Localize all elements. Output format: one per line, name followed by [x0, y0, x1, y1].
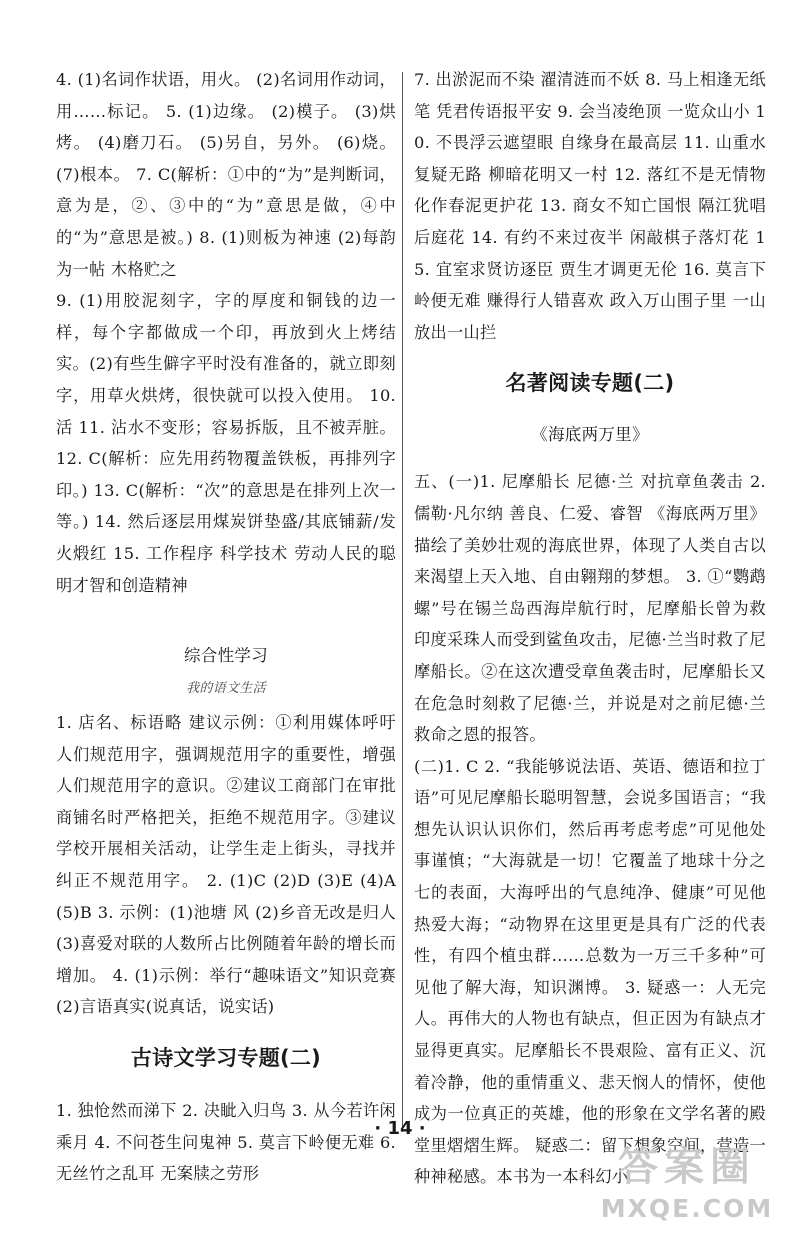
heading-classic-reading-topic: 名著阅读专题(二)	[505, 371, 675, 396]
answer-block-reading-part-one: 五、(一)1. 尼摩船长 尼德·兰 对抗章鱼袭击 2. 儒勒·凡尔纳 善良、仁爱、睿智 《海底两万里》描绘了美妙壮观的海底世界，体现了人类自古以来渴望上天入地、自由翱翔的梦想。 3. ①“鹦鹉螺”号在锡兰岛西海岸航行时，尼摩船长曾为救印度采珠人而受到鲨鱼攻击，尼德·兰当时救了尼摩船长。②在这次遭受章鱼袭击时，尼摩船长又在危急时刻救了尼德·兰，并说是对之前尼德·兰救命之恩的报答。	[414, 472, 766, 745]
section-title-comprehensive-study: 综合性学习	[184, 646, 268, 666]
answer-block-classical-chinese: 4. (1)名词作状语，用火。 (2)名词用作动词，用……标记。 5. (1)边缘。 (2)模子。 (3)烘烤。 (4)磨刀石。 (5)另自，另外。 (6)烧。 (7)根本。 7. C(解析：①中的“为”是判断词，意为是，②、③中的“为”意思是做，④中的“为”意思是被。) 8. (1)则板为神速 (2)每韵为一帖 木格贮之	[56, 70, 396, 279]
answer-block-comprehensive-study: 1. 店名、标语略 建议示例：①利用媒体呼吁人们规范用字，强调规范用字的重要性，增强人们规范用字的意识。②建议工商部门在审批商铺名时严格把关，拒绝不规范用字。③建议学校开展相关活动，让学生走上街头，寻找并纠正不规范用字。 2. (1)C (2)D (3)E (4)A (5)B 3. 示例：(1)池塘 风 (2)乡音无改是归人 (3)喜爱对联的人数所占比例随着年龄的增长而增加。 4. (1)示例：举行“趣味语文”知识竞赛 (2)言语真实(说真话，说实话)	[56, 713, 396, 1017]
book-title: 《海底两万里》	[531, 425, 649, 445]
site-watermark	[592, 1142, 782, 1224]
answer-block-ancient-poetry: 1. 独怆然而涕下 2. 决眦入归鸟 3. 从今若许闲乘月 4. 不问苍生问鬼神 5. 莫言下岭便无难 6. 无丝竹之乱耳 无案牍之劳形	[56, 1101, 396, 1184]
left-column	[56, 64, 396, 1190]
answer-block-movable-type: 9. (1)用胶泥刻字，字的厚度和铜钱的边一样，每个字都做成一个印，再放到火上烤结实。(2)有些生僻字平时没有准备的，就立即刻字，用草火烘烤，很快就可以投入使用。 10. 活 11. 沾水不变形；容易拆版，且不被弄脏。 12. C(解析：应先用药物覆盖铁板，再排列字印。) 13. C(解析：“次”的意思是在排列上次一等。) 14. 然后逐层用煤炭饼垫盛/其底铺薪/发火煅红 15. 工作程序 科学技术 劳动人民的聪明才智和创造精神	[56, 291, 396, 595]
watermark-logo: 答案圈	[618, 1144, 756, 1190]
page-number: · 14 ·	[374, 1118, 426, 1139]
answer-block-reading-part-two: (二)1. C 2. “我能够说法语、英语、德语和拉丁语”可见尼摩船长聪明智慧，会说多国语言；“我想先认识认识你们，然后再考虑考虑”可见他处事谨慎；“大海就是一切！它覆盖了地球十分之七的表面，大海呼出的气息纯净、健康”可见他热爱大海；“动物界在这里更是具有广泛的代表性，有四个植虫群……总数为一万三千多种”可见他了解大海，知识渊博。 3. 疑惑一：人无完人。再伟大的人物也有缺点，但正因为有缺点才显得更真实。尼摩船长不畏艰险、富有正义、沉着冷静，他的重情重义、悲天悯人的情怀，使他成为一位真正的英雄，他的形象在文学名著的殿堂里熠熠生辉。 疑惑二：留下想象空间，营造一种神秘感。本书为一本科幻小	[414, 756, 766, 1187]
right-column	[414, 64, 766, 1193]
section-subtitle-language-life: 我的语文生活	[186, 681, 266, 697]
answer-block-poetry-continued: 7. 出淤泥而不染 濯清涟而不妖 8. 马上相逢无纸笔 凭君传语报平安 9. 会当凌绝顶 一览众山小 10. 不畏浮云遮望眼 自缘身在最高层 11. 山重水复疑无路 柳暗花明又一村 12. 落红不是无情物 化作春泥更护花 13. 商女不知亡国恨 隔江犹唱后庭花 14. 有约不来过夜半 闲敲棋子落灯花 15. 宜室求贤访逐臣 贾生才调更无伦 16. 莫言下岭便无难 赚得行人错喜欢 政入万山围子里 一山放出一山拦	[414, 70, 766, 342]
watermark-site-text: MXQE.COM	[600, 1194, 774, 1223]
column-divider	[402, 72, 403, 1132]
heading-ancient-poetry-topic: 古诗文学习专题(二)	[130, 1046, 322, 1071]
